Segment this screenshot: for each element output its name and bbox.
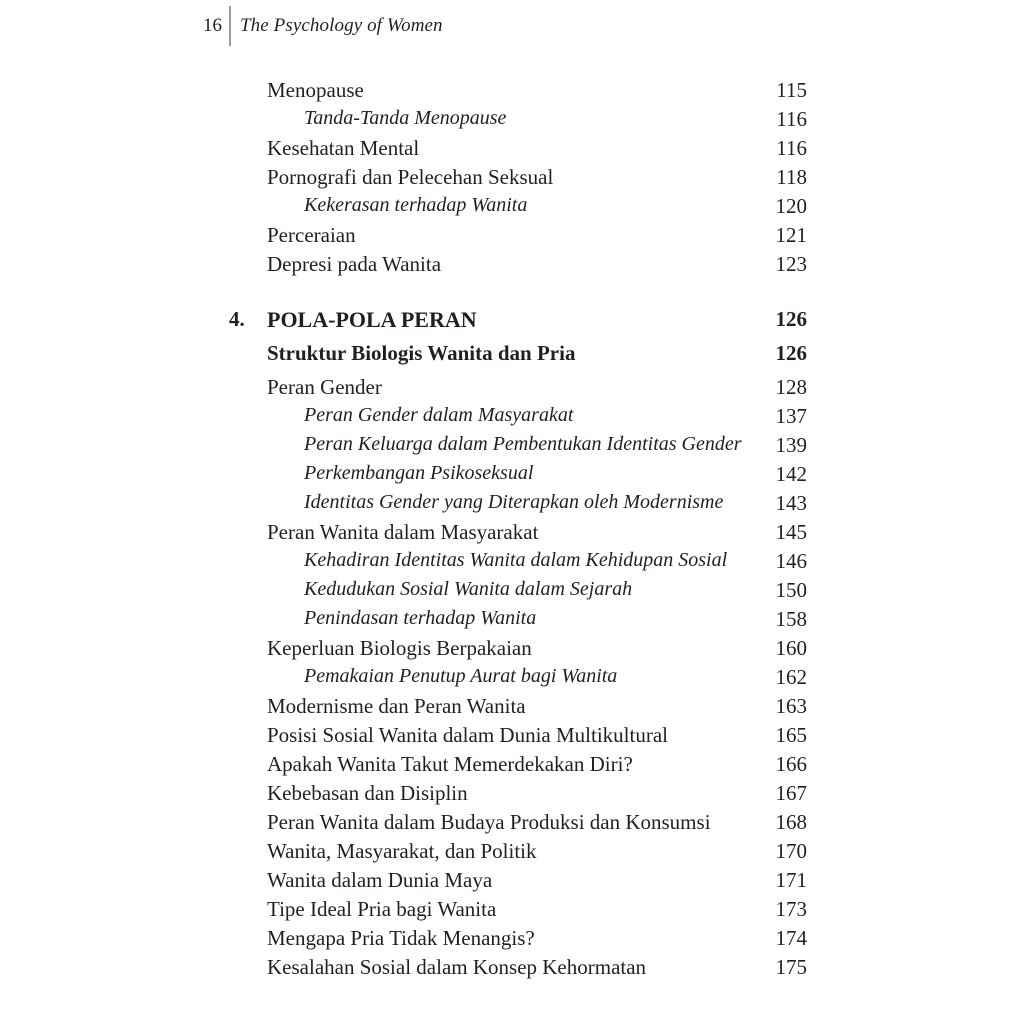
toc-entry-page: 123 bbox=[775, 252, 807, 276]
toc-entry-page: 170 bbox=[775, 839, 807, 863]
toc-entry-title: Pemakaian Penutup Aurat bagi Wanita bbox=[304, 665, 618, 687]
toc-entry-title: Menopause bbox=[267, 78, 364, 102]
toc-entry-title: Posisi Sosial Wanita dalam Dunia Multikultural bbox=[267, 723, 668, 747]
toc-entry-page: 168 bbox=[775, 810, 807, 834]
toc-entry-title: Pornografi dan Pelecehan Seksual bbox=[267, 165, 554, 189]
toc-subsection-entry bbox=[0, 491, 1024, 520]
toc-chapter-number: 4. bbox=[229, 307, 245, 331]
toc-entry-page: 126 bbox=[775, 341, 807, 365]
toc-entry-page: 118 bbox=[776, 165, 807, 189]
toc-entry-page: 137 bbox=[775, 404, 807, 428]
toc-entry-title: POLA-POLA PERAN bbox=[267, 307, 477, 332]
toc-entry bbox=[0, 810, 1024, 839]
toc-entry-title: Kekerasan terhadap Wanita bbox=[304, 194, 528, 216]
toc-entry-title: Kehadiran Identitas Wanita dalam Kehidupan Sosial bbox=[304, 549, 728, 571]
toc-entry-page: 166 bbox=[775, 752, 807, 776]
toc-entry-page: 163 bbox=[775, 694, 807, 718]
toc-entry-page: 143 bbox=[775, 491, 807, 515]
toc-entry-title: Keperluan Biologis Berpakaian bbox=[267, 636, 532, 660]
toc-entry bbox=[0, 78, 1024, 107]
toc-entry-title: Kebebasan dan Disiplin bbox=[267, 781, 468, 805]
toc-entry-page: 146 bbox=[775, 549, 807, 573]
toc-chapter-entry bbox=[0, 307, 1024, 336]
toc-entry-title: Wanita dalam Dunia Maya bbox=[267, 868, 493, 892]
toc-subsection-entry bbox=[0, 578, 1024, 607]
toc-entry-page: 116 bbox=[776, 107, 807, 131]
toc-entry-title: Perkembangan Psikoseksual bbox=[304, 462, 534, 484]
toc-entry bbox=[0, 752, 1024, 781]
toc-entry-title: Peran Gender bbox=[267, 375, 382, 399]
toc-entry bbox=[0, 520, 1024, 549]
toc-entry-title: Kedudukan Sosial Wanita dalam Sejarah bbox=[304, 578, 633, 600]
toc-entry-page: 174 bbox=[775, 926, 807, 950]
toc-entry-page: 160 bbox=[775, 636, 807, 660]
toc-entry-title: Identitas Gender yang Diterapkan oleh Modernisme bbox=[304, 491, 724, 513]
toc-entry-title: Kesehatan Mental bbox=[267, 136, 420, 160]
toc-entry bbox=[0, 165, 1024, 194]
toc-entry-title: Perceraian bbox=[267, 223, 356, 247]
toc-entry-page: 173 bbox=[775, 897, 807, 921]
toc-entry-title: Tipe Ideal Pria bagi Wanita bbox=[267, 897, 497, 921]
toc-subsection-entry bbox=[0, 462, 1024, 491]
toc-entry bbox=[0, 897, 1024, 926]
toc-entry-title: Depresi pada Wanita bbox=[267, 252, 442, 276]
toc-entry-page: 175 bbox=[775, 955, 807, 979]
book-title: The Psychology of Women bbox=[240, 15, 443, 36]
toc-entry bbox=[0, 375, 1024, 404]
running-header bbox=[200, 6, 443, 46]
header-divider bbox=[229, 6, 231, 46]
toc-entry bbox=[0, 781, 1024, 810]
toc-entry-page: 115 bbox=[776, 78, 807, 102]
toc-entry-title: Mengapa Pria Tidak Menangis? bbox=[267, 926, 535, 950]
toc-entry-title: Peran Gender dalam Masyarakat bbox=[304, 404, 574, 426]
toc-entry bbox=[0, 694, 1024, 723]
toc-subsection-entry bbox=[0, 665, 1024, 694]
toc-entry-page: 165 bbox=[775, 723, 807, 747]
toc-entry bbox=[0, 926, 1024, 955]
toc-entry bbox=[0, 223, 1024, 252]
toc-entry bbox=[0, 136, 1024, 165]
toc-entry-page: 121 bbox=[775, 223, 807, 247]
toc-entry-page: 116 bbox=[776, 136, 807, 160]
toc-entry-title: Tanda-Tanda Menopause bbox=[304, 107, 507, 129]
toc-entry-title: Peran Keluarga dalam Pembentukan Identitas Gender bbox=[304, 433, 742, 455]
toc-entry bbox=[0, 636, 1024, 665]
toc-entry-title: Kesalahan Sosial dalam Konsep Kehormatan bbox=[267, 955, 647, 979]
toc-subsection-entry bbox=[0, 607, 1024, 636]
page-number: 16 bbox=[203, 15, 222, 36]
toc-entry-title: Struktur Biologis Wanita dan Pria bbox=[267, 341, 576, 365]
toc-entry-page: 162 bbox=[775, 665, 807, 689]
toc-entry-title: Wanita, Masyarakat, dan Politik bbox=[267, 839, 537, 863]
toc-entry-page: 167 bbox=[775, 781, 807, 805]
toc-entry bbox=[0, 341, 1024, 370]
toc-entry bbox=[0, 723, 1024, 752]
toc-entry bbox=[0, 868, 1024, 897]
toc-entry-title: Penindasan terhadap Wanita bbox=[304, 607, 537, 629]
toc-subsection-entry bbox=[0, 549, 1024, 578]
toc-entry-page: 120 bbox=[775, 194, 807, 218]
toc-entry bbox=[0, 839, 1024, 868]
toc-entry-title: Peran Wanita dalam Budaya Produksi dan Konsumsi bbox=[267, 810, 711, 834]
toc-entry-title: Modernisme dan Peran Wanita bbox=[267, 694, 526, 718]
toc-entry-page: 150 bbox=[775, 578, 807, 602]
toc-entry-title: Peran Wanita dalam Masyarakat bbox=[267, 520, 539, 544]
toc-entry-page: 142 bbox=[775, 462, 807, 486]
toc-subsection-entry bbox=[0, 433, 1024, 462]
toc-entry bbox=[0, 252, 1024, 281]
toc-entry-page: 139 bbox=[775, 433, 807, 457]
toc-entry-page: 128 bbox=[775, 375, 807, 399]
toc-subsection-entry bbox=[0, 404, 1024, 433]
toc-subsection-entry bbox=[0, 107, 1024, 136]
toc-entry-title: Apakah Wanita Takut Memerdekakan Diri? bbox=[267, 752, 633, 776]
toc-entry-page: 145 bbox=[775, 520, 807, 544]
toc-entry bbox=[0, 955, 1024, 984]
toc-subsection-entry bbox=[0, 194, 1024, 223]
toc-entry-page: 126 bbox=[775, 307, 807, 331]
toc-entry-page: 158 bbox=[775, 607, 807, 631]
toc-entry-page: 171 bbox=[775, 868, 807, 892]
